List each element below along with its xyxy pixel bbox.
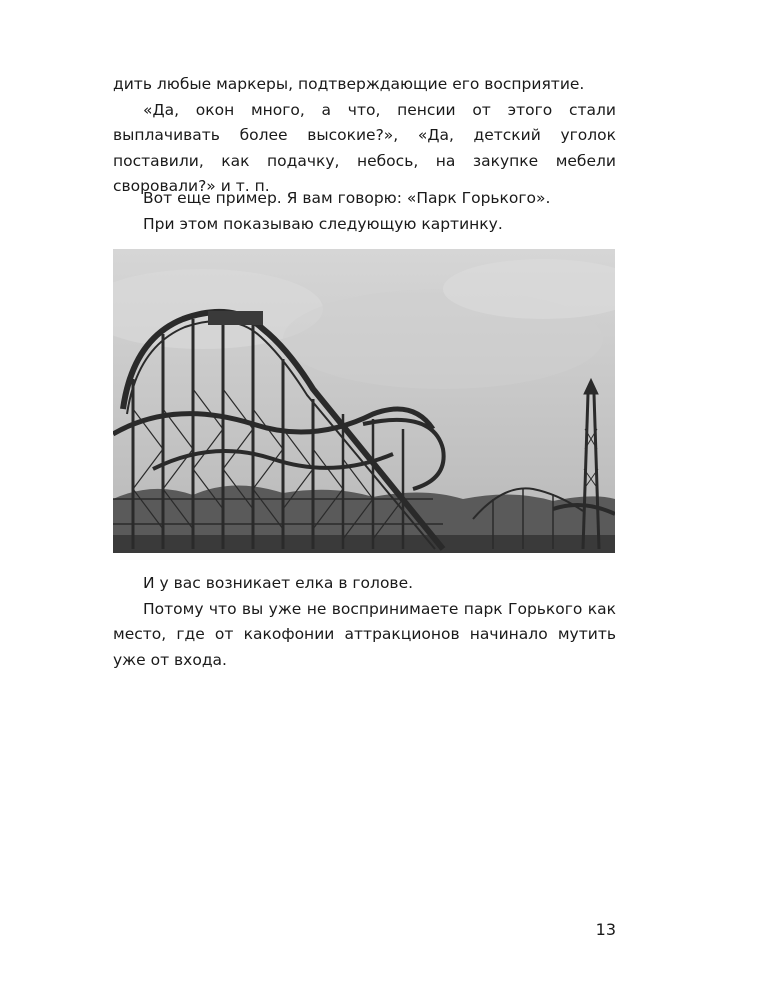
roller-coaster-photo [113, 249, 615, 553]
paragraph-continuation: дить любые маркеры, подтверждающие его восприятие. [113, 75, 585, 93]
text-block-bottom [113, 571, 616, 673]
roller-coaster-illustration [113, 249, 615, 553]
paragraph-tree: И у вас возникает елка в голове. [143, 574, 414, 592]
text-block-top [113, 72, 616, 200]
text-block-middle [113, 186, 616, 237]
page-number: 13 [595, 920, 616, 939]
paragraph-show-picture: При этом показываю следующую картинку. [143, 214, 503, 233]
paragraph-explanation: Потому что вы уже не воспринимаете парк Горького как место, где от какофонии аттракционов начинало мутить уже от входа. [113, 599, 616, 669]
paragraph-quotes: «Да, окон много, а что, пенсии от этого стали выплачивать более высокие?», «Да, детский уголок поставили, как подачку, небось, на закупке мебели своровали?» и т. п. [113, 100, 616, 195]
paragraph-example: Вот еще пример. Я вам говорю: «Парк Горького». [143, 189, 551, 207]
